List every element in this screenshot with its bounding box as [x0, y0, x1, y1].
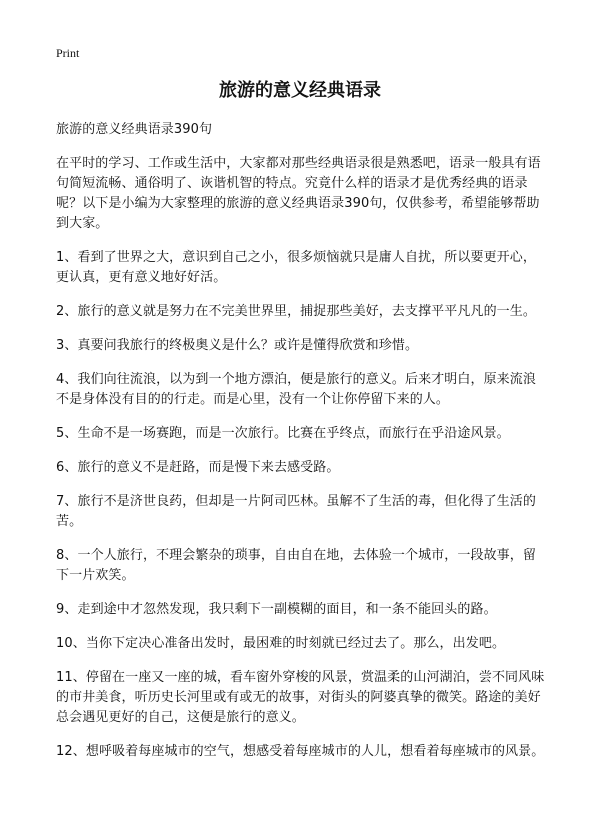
quote-item: 7、旅行不是济世良药，但却是一片阿司匹林。虽解不了生活的毒，但化得了生活的苦。 — [56, 494, 536, 529]
document-body — [56, 120, 548, 776]
quote-item: 11、停留在一座又一座的城，看车窗外穿梭的风景，赏温柔的山河湖泊，尝不同风味的市井美食，听历史长河里或有或无的故事，对街头的阿婆真挚的微笑。路途的美好总会遇见更好的自己，这便是旅行的意义。 — [56, 670, 545, 725]
quote-item: 6、旅行的意义不是赶路，而是慢下来去感受路。 — [56, 460, 340, 475]
quote-item: 5、生命不是一场赛跑，而是一次旅行。比赛在乎终点，而旅行在乎沿途风景。 — [56, 426, 510, 441]
page-title: 旅游的意义经典语录 — [219, 80, 381, 101]
quote-item: 2、旅行的意义就是努力在不完美世界里，捕捉那些美好，去支撑平平凡凡的一生。 — [56, 304, 536, 319]
quote-item: 3、真要问我旅行的终极奥义是什么？或许是懂得欣赏和珍惜。 — [56, 338, 419, 353]
quote-item: 12、想呼吸着每座城市的空气，想感受着每座城市的人儿，想看着每座城市的风景。 — [56, 744, 545, 759]
quote-item: 4、我们向往流浪，以为到一个地方漂泊，便是旅行的意义。后来才明白，原来流浪不是身体没有目的的行走。而是心里，没有一个让你停留下来的人。 — [56, 372, 536, 407]
quote-item: 8、一个人旅行，不理会繁杂的琐事，自由自在地，去体验一个城市，一段故事，留下一片欢笑。 — [56, 548, 536, 583]
quote-item: 9、走到途中才忽然发现，我只剩下一副模糊的面目，和一条不能回头的路。 — [56, 602, 497, 617]
quote-item: 10、当你下定决心准备出发时，最困难的时刻就已经过去了。那么，出发吧。 — [56, 636, 506, 651]
intro-paragraph: 在平时的学习、工作或生活中，大家都对那些经典语录很是熟悉吧，语录一般具有语句简短流畅、通俗明了、诙谐机智的特点。究竟什么样的语录才是优秀经典的语录呢？以下是小编为大家整理的旅游的意义经典语录390句，仅供参考，希望能够帮助到大家。 — [56, 156, 541, 231]
document-subtitle: 旅游的意义经典语录390句 — [56, 122, 213, 137]
print-label: Print — [56, 46, 80, 60]
quote-item: 1、看到了世界之大，意识到自己之小，很多烦恼就只是庸人自扰，所以要更开心，更认真，更有意义地好好活。 — [56, 250, 536, 285]
